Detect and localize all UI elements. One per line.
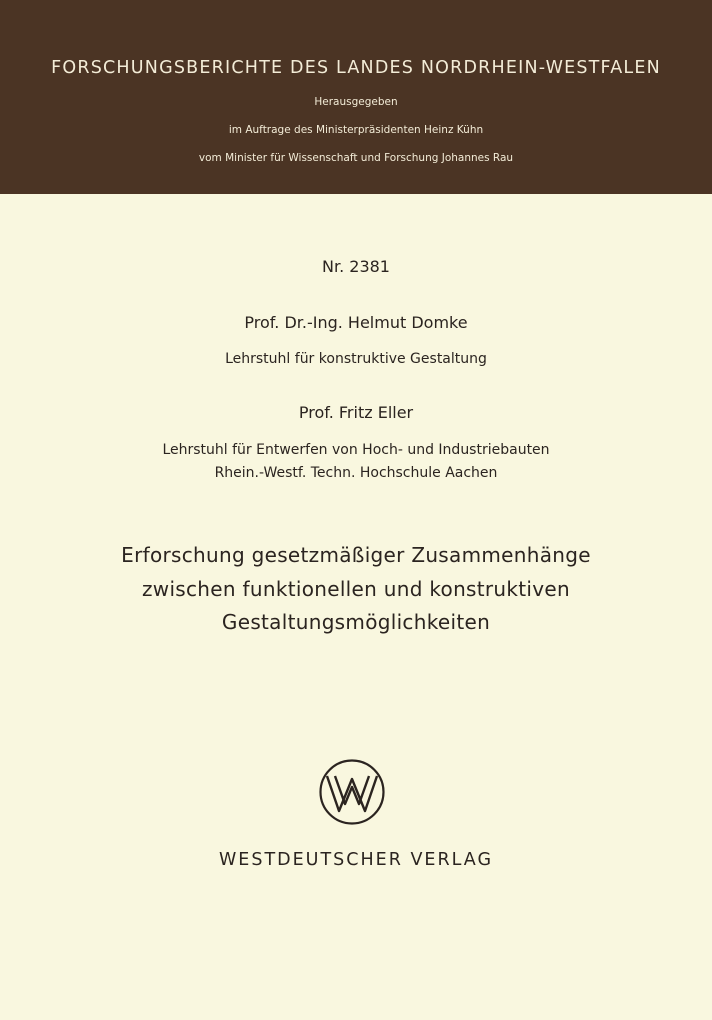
westdeutscher-verlag-logo-icon — [318, 758, 386, 826]
author-name: Prof. Fritz Eller — [298, 403, 414, 422]
report-number: Nr. 2381 — [322, 257, 390, 276]
publisher-name: WESTDEUTSCHER VERLAG — [218, 850, 494, 870]
author-name: Prof. Dr.-Ing. Helmut Domke — [244, 313, 468, 332]
minister-line: vom Minister für Wissenschaft und Forschung Johannes Rau — [198, 152, 514, 164]
commissioned-by-line: im Auftrage des Ministerpräsidenten Heinz Kühn — [228, 124, 484, 136]
report-title-line: zwischen funktionellen und konstruktiven — [141, 577, 571, 601]
report-title-line: Erforschung gesetzmäßiger Zusammenhänge — [121, 543, 591, 567]
cover-content — [0, 194, 712, 1020]
author-affiliation: Lehrstuhl für konstruktive Gestaltung — [225, 351, 487, 367]
author-affiliation: Lehrstuhl für Entwerfen von Hoch- und Industriebauten — [162, 442, 550, 458]
series-title: FORSCHUNGSBERICHTE DES LANDES NORDRHEIN-WESTFALEN — [51, 58, 661, 78]
edited-by-line: Herausgegeben — [314, 96, 398, 108]
header-band — [0, 0, 712, 194]
author-institution: Rhein.-Westf. Techn. Hochschule Aachen — [214, 465, 498, 481]
report-title-line: Gestaltungsmöglichkeiten — [221, 610, 491, 634]
